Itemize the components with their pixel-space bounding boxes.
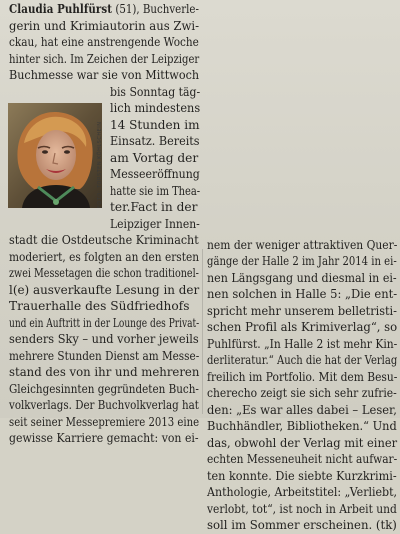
article-line: Buchhändler, Bibliotheken.“ Und [207, 419, 397, 433]
article-line: Gleichgesinnten gegründeten Buch- [9, 381, 199, 396]
article-line: soll im Sommer erscheinen. (tk) [207, 518, 397, 532]
article-line-text: (51), Buchverle- [112, 2, 199, 16]
article-line: ckau, hat eine anstrengende Woche [9, 35, 199, 49]
article-line: lich mindestens [110, 101, 201, 115]
article-line: echten Messeneuheit nicht aufwar- [207, 452, 398, 466]
article-line: und ein Auftritt in der Lounge des Privat- [9, 315, 200, 330]
article-line: Trauerhalle des Südfriedhofs [9, 299, 190, 313]
column-divider [202, 249, 203, 415]
photo-credit: FOTO: TORSTEN KÖHLSCHEIN [97, 121, 103, 208]
article-line: spricht mehr unserem belletristi- [207, 303, 397, 318]
author-photo [8, 103, 102, 208]
article-line: Messeeröffnung [110, 167, 200, 181]
article-line: ten konnte. Die siebte Kurzkrimi- [207, 468, 397, 483]
article-line: nen Längsgang und diesmal in ei- [207, 270, 397, 285]
article-line: seit seiner Messepremiere 2013 eine [9, 414, 200, 429]
article-line: 14 Stunden im [110, 117, 200, 132]
article-line: gerin und Krimiautorin aus Zwi- [9, 18, 200, 33]
article-line: senders Sky – und vorher jeweils [9, 332, 199, 346]
article-line: mehrere Stunden Dienst am Messe- [9, 348, 200, 363]
article-line: schen Profil als Krimiverlag“, so [207, 320, 398, 334]
article-line: den: „Es war alles dabei – Leser, [207, 402, 397, 417]
article-line: zwei Messetagen die schon traditionel- [9, 266, 199, 280]
article-line: hinter sich. Im Zeichen der Leipziger [9, 51, 200, 66]
article-line: cherecho zeigt sie sich sehr zufrie- [207, 386, 397, 400]
article-line: nem der weniger attraktiven Quer- [207, 237, 398, 252]
article-line: verlobt, tot“, ist noch in Arbeit und [207, 501, 397, 516]
article-line: gänge der Halle 2 im Jahr 2014 in ei- [207, 254, 397, 268]
article-line: freilich im Portfolio. Mit dem Besu- [207, 369, 398, 384]
article-line: Buchmesse war sie von Mittwoch [9, 68, 200, 82]
article-line: derliteratur.“ Auch die hat der Verlag [207, 353, 398, 367]
article-line: volkverlags. Der Buchvolkverlag hat [9, 398, 199, 412]
author-name: Claudia Puhlfürst [9, 2, 113, 16]
article-line: ter.Fact in der [110, 200, 198, 214]
article-line: moderiert, es folgten an den ersten [9, 249, 200, 264]
article-line: nen solchen in Halle 5: „Die ent- [207, 287, 398, 301]
article-line: Anthologie, Arbeitstitel: „Verliebt, [207, 485, 398, 499]
article-line: gewisse Karriere gemacht: von ei- [9, 431, 199, 445]
article-line: l(e) ausverkaufte Lesung in der [9, 282, 200, 297]
article-line: hatte sie im Thea- [110, 183, 201, 198]
article-line: Einsatz. Bereits [110, 134, 200, 148]
article-line: stadt die Ostdeutsche Kriminacht [9, 233, 199, 247]
article-line: am Vortag der [110, 150, 199, 165]
article-line: das, obwohl der Verlag mit einer [207, 435, 398, 450]
article-line: stand des von ihr und mehreren [9, 365, 200, 379]
article-line [9, 1, 199, 18]
article-line: Puhlfürst. „In Halle 2 ist mehr Kin- [207, 336, 398, 351]
article-line: bis Sonntag täg- [110, 84, 201, 99]
article-line: Leipziger Innen- [110, 216, 200, 231]
